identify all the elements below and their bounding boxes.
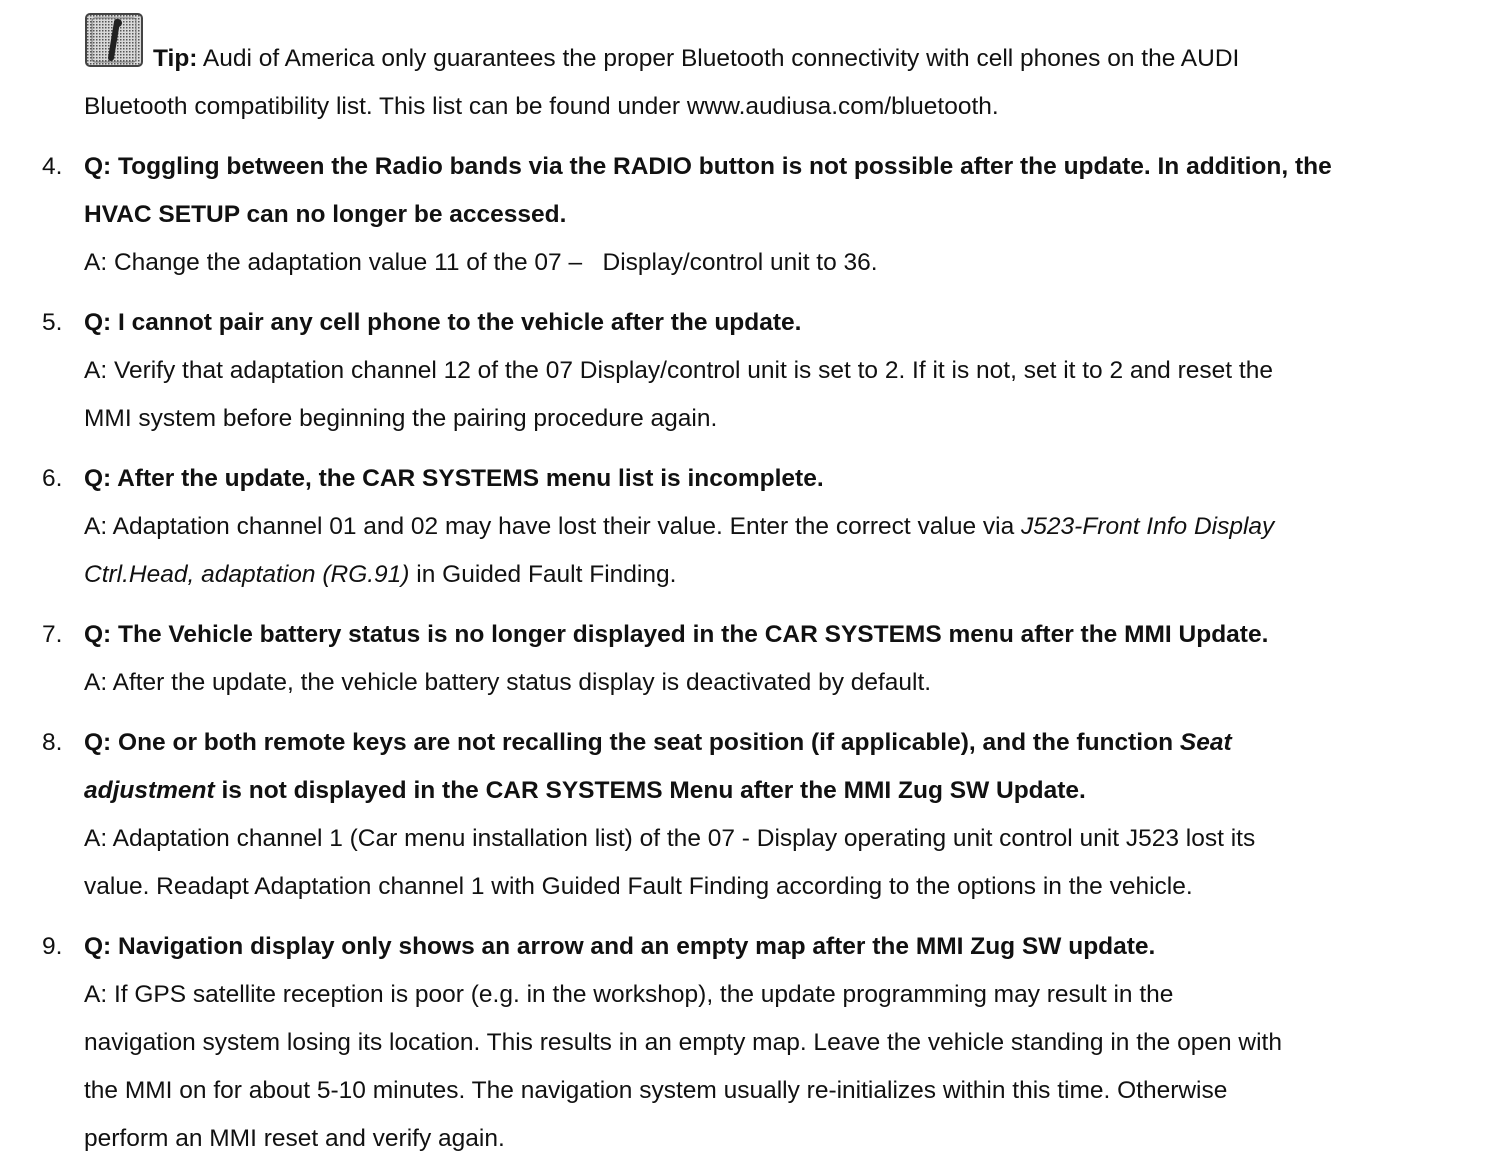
- tip-line-1: Tip: Audi of America only guarantees the proper Bluetooth connectivity with cell phones on the AUDI: [153, 45, 1240, 72]
- answer-text: navigation system losing its location. This results in an empty map. Leave the vehicle standing in the open with: [84, 1029, 1282, 1056]
- tip-label: Tip:: [153, 45, 198, 72]
- tip-line-2: Bluetooth compatibility list. This list can be found under www.audiusa.com/bluetooth.: [84, 93, 999, 120]
- question-text: HVAC SETUP can no longer be accessed.: [84, 201, 567, 228]
- info-icon: [84, 12, 144, 68]
- answer-text: A: Change the adaptation value 11 of the 07 – Display/control unit to 36.: [84, 249, 878, 276]
- item-number: 6.: [42, 465, 63, 492]
- question-text: Q: One or both remote keys are not recalling the seat position (if applicable), and the function Seat: [84, 729, 1232, 756]
- question-text: Q: After the update, the CAR SYSTEMS menu list is incomplete.: [84, 465, 824, 492]
- item-number: 4.: [42, 153, 63, 180]
- question-text: adjustment is not displayed in the CAR SYSTEMS Menu after the MMI Zug SW Update.: [84, 777, 1086, 804]
- item-number: 9.: [42, 933, 63, 960]
- question-text: Q: Navigation display only shows an arrow and an empty map after the MMI Zug SW update.: [84, 933, 1156, 960]
- question-text: Q: Toggling between the Radio bands via the RADIO button is not possible after the update. In addition, the: [84, 153, 1332, 180]
- answer-text: A: If GPS satellite reception is poor (e.g. in the workshop), the update programming may result in the: [84, 981, 1174, 1008]
- answer-text: MMI system before beginning the pairing procedure again.: [84, 405, 718, 432]
- answer-text: the MMI on for about 5-10 minutes. The navigation system usually re-initializes within this time. Otherwise: [84, 1077, 1228, 1104]
- answer-text: A: Verify that adaptation channel 12 of the 07 Display/control unit is set to 2. If it is not, set it to 2 and reset the: [84, 357, 1273, 384]
- item-number: 5.: [42, 309, 63, 336]
- item-number: 8.: [42, 729, 63, 756]
- answer-text: value. Readapt Adaptation channel 1 with Guided Fault Finding according to the options in the vehicle.: [84, 873, 1193, 900]
- answer-text: A: Adaptation channel 1 (Car menu installation list) of the 07 - Display operating unit control unit J523 lost its: [84, 825, 1256, 852]
- answer-text: A: Adaptation channel 01 and 02 may have lost their value. Enter the correct value via J523-Front Info Display: [84, 513, 1275, 540]
- answer-text: A: After the update, the vehicle battery status display is deactivated by default.: [84, 669, 932, 696]
- answer-text: Ctrl.Head, adaptation (RG.91) in Guided Fault Finding.: [84, 561, 677, 588]
- answer-text: perform an MMI reset and verify again.: [84, 1125, 505, 1152]
- question-text: Q: I cannot pair any cell phone to the vehicle after the update.: [84, 309, 802, 336]
- question-text: Q: The Vehicle battery status is no longer displayed in the CAR SYSTEMS menu after the MMI Update.: [84, 621, 1269, 648]
- item-number: 7.: [42, 621, 63, 648]
